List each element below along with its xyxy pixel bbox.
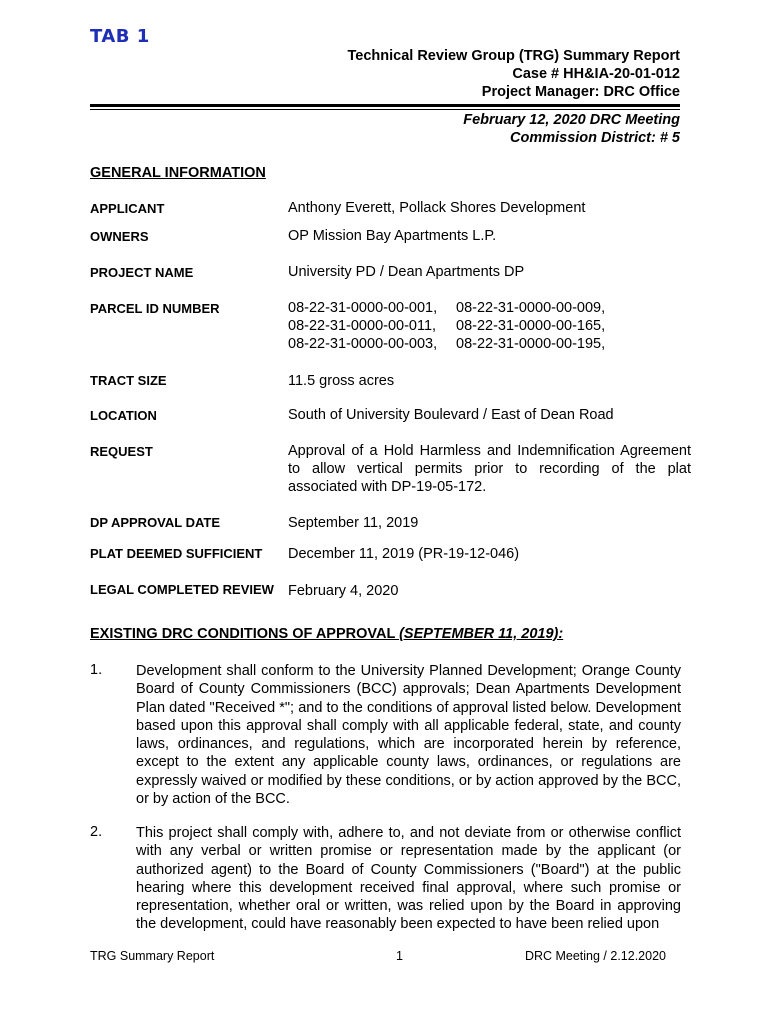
request-value: Approval of a Hold Harmless and Indemnification Agreement to allow vertical permits prior to recording of the plat associated with DP-19-05-172.: [288, 443, 691, 495]
footer-right: DRC Meeting / 2.12.2020: [524, 949, 666, 963]
parcel-id: 08-22-31-0000-00-009,: [456, 300, 606, 316]
conditions-title-date: (SEPTEMBER 11, 2019):: [399, 626, 564, 642]
page-number: 1: [396, 949, 403, 963]
project-manager: Project Manager: DRC Office: [481, 84, 680, 100]
footer-left: TRG Summary Report: [90, 949, 215, 963]
parcel-id-label: PARCEL ID NUMBER: [90, 301, 220, 316]
parcel-id: 08-22-31-0000-00-003,: [288, 336, 438, 352]
general-info-title: GENERAL INFORMATION: [90, 165, 266, 181]
parcel-id: 08-22-31-0000-00-001,: [288, 300, 438, 316]
meeting-info: [463, 111, 680, 147]
parcel-id-list: [288, 299, 691, 353]
header-rule-thick: [90, 104, 680, 107]
dp-approval-label: DP APPROVAL DATE: [90, 515, 221, 530]
meeting-date: February 12, 2020 DRC Meeting: [463, 112, 680, 128]
parcel-id: 08-22-31-0000-00-195,: [456, 336, 606, 352]
commission-district: Commission District: # 5: [509, 130, 680, 146]
location-label: LOCATION: [90, 408, 157, 423]
plat-sufficient-label: PLAT DEEMED SUFFICIENT: [90, 546, 263, 561]
tract-size-label: TRACT SIZE: [90, 373, 167, 388]
parcel-id: 08-22-31-0000-00-165,: [456, 318, 606, 334]
dp-approval-value: September 11, 2019: [288, 515, 419, 531]
tab-label: TAB 1: [90, 26, 150, 47]
applicant-label: APPLICANT: [90, 201, 165, 216]
project-name-label: PROJECT NAME: [90, 265, 194, 280]
condition-number: 2.: [90, 824, 103, 840]
conditions-title-main: EXISTING DRC CONDITIONS OF APPROVAL: [90, 626, 400, 642]
legal-review-value: February 4, 2020: [288, 583, 399, 599]
header-rule-thin: [90, 109, 680, 110]
applicant-value: Anthony Everett, Pollack Shores Development: [288, 200, 586, 216]
conditions-title: [90, 626, 563, 642]
condition-text: Development shall conform to the University Planned Development; Orange County Board of County Commissioners (BCC) approvals; Dean Apartments Development Plan dated "Received *"; and to the conditions of approval listed below. Development based upon this approval shall comply with all applicable federal, state, and county laws, ordinances, and regulations, which are incorporated herein by reference, except to the extent any applicable county laws, ordinances, or regulations are expressly waived or modified by these conditions, or by action approved by the BCC, or by action of the BCC.: [136, 663, 681, 808]
condition-number: 1.: [90, 662, 103, 678]
legal-review-label: LEGAL COMPLETED REVIEW: [90, 582, 274, 597]
case-number: Case # HH&IA-20-01-012: [512, 66, 680, 82]
report-header: [348, 47, 681, 101]
owners-value: OP Mission Bay Apartments L.P.: [288, 228, 497, 244]
owners-label: OWNERS: [90, 229, 149, 244]
parcel-id: 08-22-31-0000-00-011,: [288, 318, 437, 334]
condition-text: This project shall comply with, adhere to, and not deviate from or otherwise conflict with any verbal or written promise or representation made by the applicant (or authorized agent) to the Board of County Commissioners ("Board") at the public hearing where this development received final approval, where such promise or representation, whether oral or written, was relied upon by the Board in approving the development, could have reasonably been expected to have been relied upon: [136, 825, 681, 933]
project-name-value: University PD / Dean Apartments DP: [288, 264, 525, 280]
request-label: REQUEST: [90, 444, 153, 459]
location-value: South of University Boulevard / East of Dean Road: [288, 407, 614, 423]
tract-size-value: 11.5 gross acres: [288, 373, 395, 389]
report-title: Technical Review Group (TRG) Summary Report: [347, 48, 680, 64]
plat-sufficient-value: December 11, 2019 (PR-19-12-046): [288, 546, 520, 562]
